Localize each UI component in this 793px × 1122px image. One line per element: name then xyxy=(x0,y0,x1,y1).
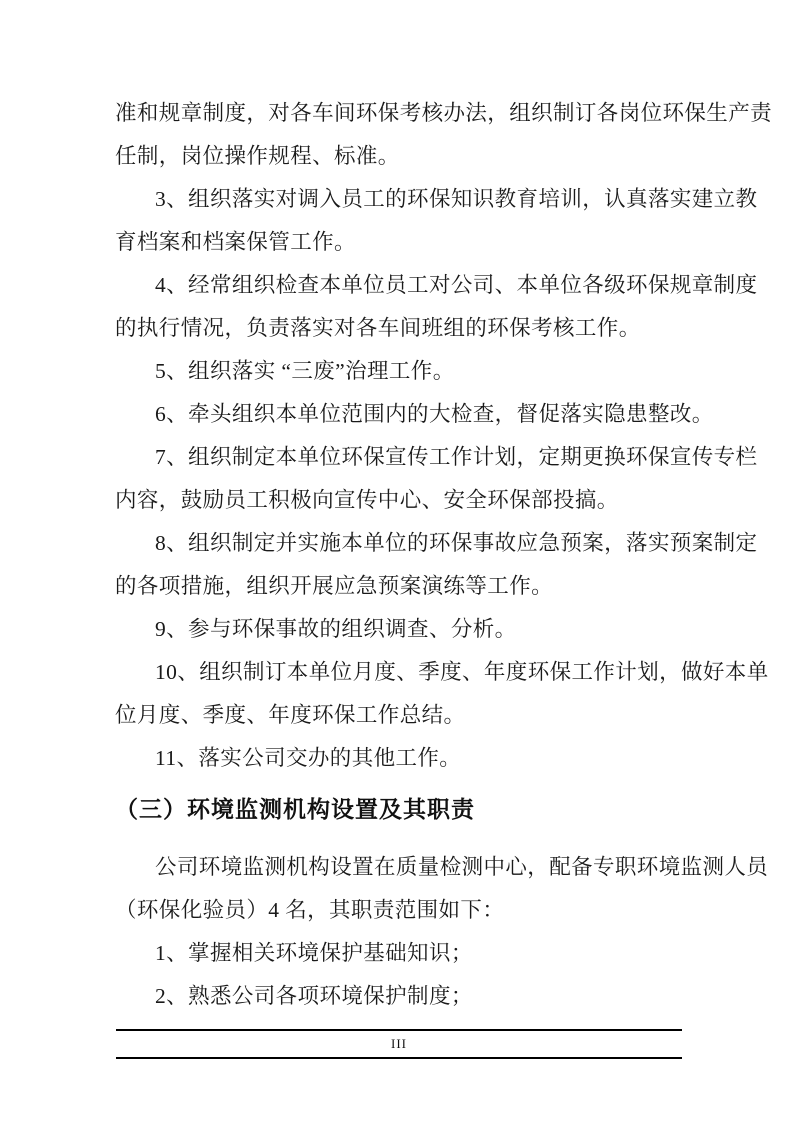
body-text-line: 6、牵头组织本单位范围内的大检查，督促落实隐患整改。 xyxy=(155,402,714,426)
body-text-line: 准和规章制度，对各车间环保考核办法，组织制订各岗位环保生产责 xyxy=(115,101,773,125)
body-text-line: 任制，岗位操作规程、标准。 xyxy=(115,144,400,168)
body-text-line: 的各项措施，组织开展应急预案演练等工作。 xyxy=(115,574,554,598)
body-text-line: （环保化验员）4 名，其职责范围如下： xyxy=(115,898,505,922)
body-text-line: 3、组织落实对调入员工的环保知识教育培训，认真落实建立教 xyxy=(155,187,758,211)
body-text-line: 4、经常组织检查本单位员工对公司、本单位各级环保规章制度 xyxy=(155,273,758,297)
body-text-line: 育档案和档案保管工作。 xyxy=(115,230,356,254)
body-text-line: 5、组织落实 “三废”治理工作。 xyxy=(155,359,455,383)
document-body xyxy=(115,92,773,1018)
body-text-line: 9、参与环保事故的组织调查、分析。 xyxy=(155,617,517,641)
body-text-line: 2、熟悉公司各项环境保护制度； xyxy=(155,984,473,1008)
body-text-line: 7、组织制定本单位环保宣传工作计划，定期更换环保宣传专栏 xyxy=(155,445,758,469)
body-text-line: 位月度、季度、年度环保工作总结。 xyxy=(115,703,466,727)
body-text-line: 内容，鼓励员工积极向宣传中心、安全环保部投搞。 xyxy=(115,488,619,512)
body-text-line: 1、掌握相关环境保护基础知识； xyxy=(155,941,473,965)
body-text-line: 11、落实公司交办的其他工作。 xyxy=(155,746,462,770)
page-footer xyxy=(116,1029,682,1059)
body-text-line: 的执行情况，负责落实对各车间班组的环保考核工作。 xyxy=(115,316,641,340)
section-heading: （三）环境监测机构设置及其职责 xyxy=(115,797,475,822)
body-text-line: 8、组织制定并实施本单位的环保事故应急预案，落实预案制定 xyxy=(155,531,758,555)
page-number: III xyxy=(391,1036,407,1051)
body-text-line: 10、组织制订本单位月度、季度、年度环保工作计划，做好本单 xyxy=(155,660,769,684)
body-text-line: 公司环境监测机构设置在质量检测中心，配备专职环境监测人员 xyxy=(155,855,769,879)
